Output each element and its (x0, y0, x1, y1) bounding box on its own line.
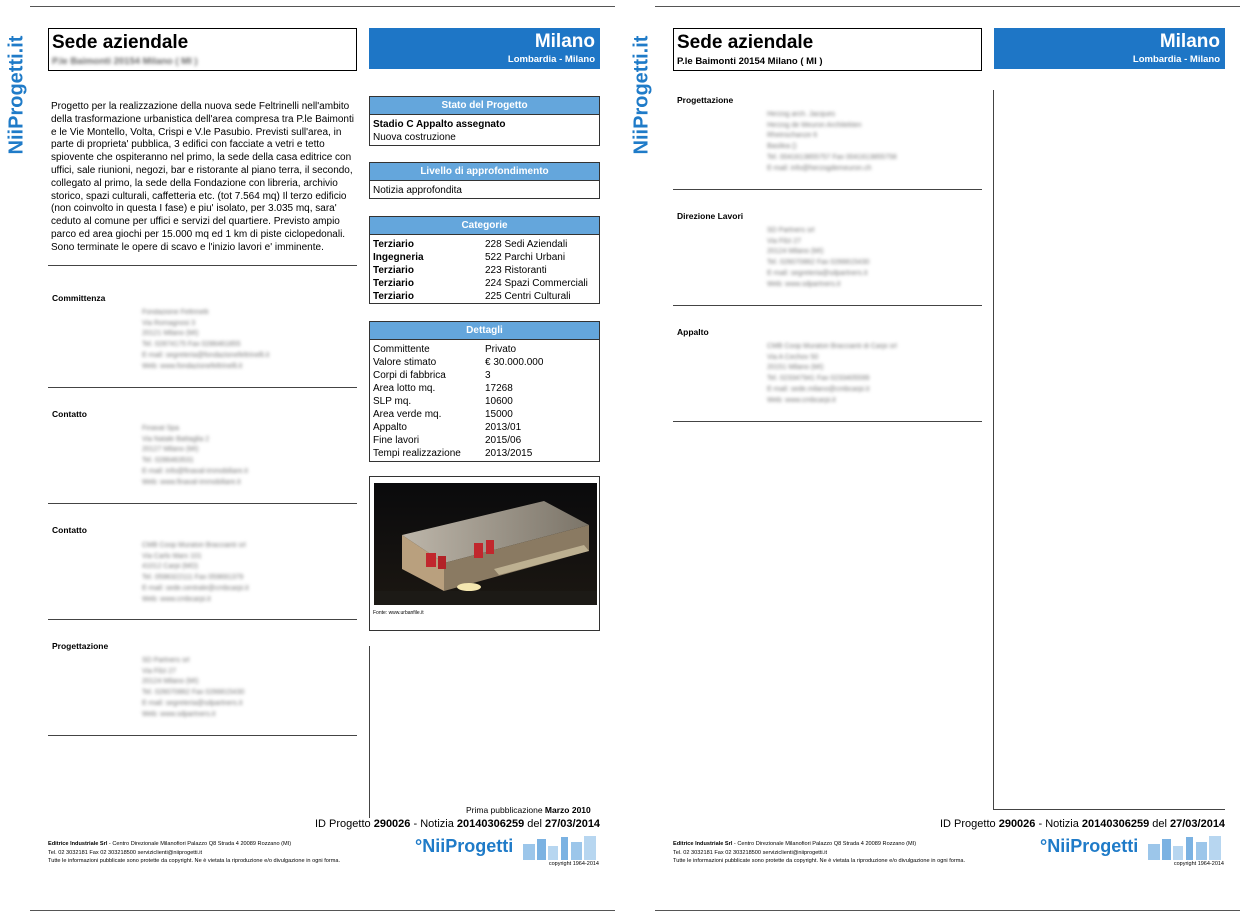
page-2 (625, 0, 1250, 912)
copyright: copyright 1964-2014 (1173, 861, 1224, 867)
divider (48, 735, 357, 736)
region: Lombardia - Milano (507, 54, 595, 65)
section-title-committenza: Committenza (52, 293, 106, 303)
contact-block: Herzog arch. Jacques Herzog de Meuron Architekten Rheinschanze 6 Basilea () Tel. 0041613855757 Fax 0041613855758 E-mail: info@herzogdemeuron.ch (767, 111, 897, 172)
contact-block: Fondazione Feltrinelli Via Romagnosi 3 20121 Milano (MI) Tel. 02874175 Fax 0286461855 E-mail: segreteria@fondazionefeltrinelli.it Web: www.fondazionefeltrinelli.it (142, 309, 270, 370)
bottom-rule (30, 910, 615, 911)
detail-row: Area lotto mq. 17268 (373, 383, 513, 394)
section-title-appalto: Appalto (677, 327, 709, 337)
divider (48, 619, 357, 620)
section-title-progettazione: Progettazione (52, 641, 109, 651)
divider (48, 503, 357, 504)
category-row: Ingegneria 522 Parchi Urbani (373, 252, 566, 263)
region: Lombardia - Milano (1132, 54, 1220, 65)
contact-block: SD Partners srl Via Filzi 27 20124 Milano (MI) Tel. 026070862 Fax 0266615430 E-mail: segreteria@sdpartners.it Web: www.sdpartners.it (142, 657, 245, 718)
contact-block: CMB Coop Muratori Braccianti di Carpi srl Via A Cechov 50 20151 Milano (MI) Tel. 023347941 Fax 0233405599 E-mail: sede.milano@cmbcarpi.it Web: www.cmbcarpi.it (767, 343, 897, 404)
city-box (994, 28, 1225, 69)
skyline-icon (523, 836, 598, 860)
stato-header: Stato del Progetto (370, 97, 599, 115)
category-row: Terziario 223 Ristoranti (373, 265, 547, 276)
column-bottom-rule (993, 809, 1225, 810)
skyline-icon (1148, 836, 1223, 860)
address: P.le Baimonti 20154 Milano ( MI ) (52, 56, 198, 67)
city-box (369, 28, 600, 69)
id-line: ID Progetto 290026 - Notizia 20140306259 del 27/03/2014 (315, 818, 601, 830)
category-row: Terziario 228 Sedi Aziendali (373, 239, 568, 250)
divider (48, 265, 357, 266)
divider (673, 421, 982, 422)
city: Milano (534, 31, 595, 52)
column-rule (993, 90, 994, 810)
livello-box (369, 162, 600, 199)
id-line: ID Progetto 290026 - Notizia 20140306259 del 27/03/2014 (940, 818, 1226, 830)
image-source: Fonte: www.urbanfile.it (373, 610, 424, 616)
footer: Editrice Industriale Srl - Centro Direzionale Milanofiori Palazzo Q8 Strada 4 20089 Rozzano (MI) Tel. 02 3032181 Fax 02 303218500 serviziclienti@niiprogetti.it Tutte le informazioni pubblicate sono protette da copyright. Ne è vietata la riproduzione e/o divulgazione in ogni forma. (48, 841, 341, 864)
brand-logo-vertical: NiiProgetti.it (630, 35, 653, 154)
category-row: Terziario 225 Centri Culturali (373, 291, 571, 302)
detail-row: Corpi di fabbrica 3 (373, 370, 491, 381)
divider (673, 305, 982, 306)
divider (673, 189, 982, 190)
contact-block: CMB Coop Muratori Braccianti srl Via Carlo Marx 101 41012 Carpi (MO) Tel. 0596322111 Fax 059691379 E-mail: sede.centrale@cmbcarpi.it Web: www.cmbcarpi.it (142, 542, 249, 603)
brand-name: °NiiProgetti (415, 836, 514, 856)
detail-row: Tempi realizzazione 2013/2015 (373, 448, 533, 459)
section-title-contatto: Contatto (52, 525, 87, 535)
stato-stage: Stadio C Appalto assegnato (373, 119, 506, 130)
address: P.le Baimonti 20154 Milano ( MI ) (677, 56, 823, 67)
title-box (673, 28, 982, 71)
contact-block: SD Partners srl Via Filzi 27 20124 Milano (MI) Tel. 026070862 Fax 0266615430 E-mail: segreteria@sdpartners.it Web: www.sdpartners.it (767, 227, 870, 288)
footer-brand (1040, 836, 1230, 866)
title-box (48, 28, 357, 71)
detail-row: SLP mq. 10600 (373, 396, 513, 407)
project-image-box (369, 476, 600, 631)
detail-row: Valore stimato € 30.000.000 (373, 357, 544, 368)
brand-name: °NiiProgetti (1040, 836, 1139, 856)
first-publication: Prima pubblicazione Marzo 2010 (466, 805, 591, 815)
footer: Editrice Industriale Srl - Centro Direzionale Milanofiori Palazzo Q8 Strada 4 20089 Rozzano (MI) Tel. 02 3032181 Fax 02 303218500 serviziclienti@niiprogetti.it Tutte le informazioni pubblicate sono protette da copyright. Ne è vietata la riproduzione e/o divulgazione in ogni forma. (673, 841, 966, 864)
section-title-direzione-lavori: Direzione Lavori (677, 211, 744, 221)
page-title: Sede aziendale (677, 32, 814, 53)
top-rule (30, 6, 615, 7)
categorie-header: Categorie (370, 217, 599, 235)
livello-header: Livello di approfondimento (370, 163, 599, 181)
detail-row: Fine lavori 2015/06 (373, 435, 522, 446)
section-title-progettazione: Progettazione (677, 95, 734, 105)
livello-value: Notizia approfondita (373, 185, 462, 196)
dettagli-header: Dettagli (370, 322, 599, 340)
detail-row: Area verde mq. 15000 (373, 409, 513, 420)
brand-logo-vertical: NiiProgetti.it (5, 35, 28, 154)
section-title-contatto: Contatto (52, 409, 87, 419)
stato-box (369, 96, 600, 146)
column-rule (369, 646, 370, 818)
detail-row: Appalto 2013/01 (373, 422, 522, 433)
top-rule (655, 6, 1240, 7)
categorie-box (369, 216, 600, 304)
bottom-rule (655, 910, 1240, 911)
city: Milano (1159, 31, 1220, 52)
detail-row: Committente Privato (373, 344, 517, 355)
stato-type: Nuova costruzione (373, 132, 456, 143)
copyright: copyright 1964-2014 (548, 861, 599, 867)
project-description: Progetto per la realizzazione della nuova sede Feltrinelli nell'ambito della trasformazione urbanistica dell'area compresa tra P.le Baimonti e le Vie Montello, Volta, Crispi e V.le Pasubio. Previsti sull'area, in parte di proprieta' pubblica, 3 edifici con facciate a vetri e tetto spiovente che ospiteranno nel primo, la sede della casa editrice con uffici, sale riunioni, negozi, bar e ristorante al piano terra, il secondo, collegato al primo, la sede della Fondazione con libreria, archivio storico, spazi culturali, caffetteria etc. (tot 7.564 mq) Il terzo edificio (non coinvolto in questa I fase) e piu' isolato, per 3.035 mq, sara' ceduto al comune per uffici e servizi del quartiere. Previsto ampio parco ed area giochi per 15.000 mq ed 1 km di piste ciclopedonali. Sono terminate le opere di scavo e l'inizio lavori e' imminente. (51, 101, 354, 253)
dettagli-box (369, 321, 600, 462)
page-1 (0, 0, 625, 912)
footer-brand (415, 836, 605, 866)
category-row: Terziario 224 Spazi Commerciali (373, 278, 588, 289)
page-title: Sede aziendale (52, 32, 189, 53)
contact-block: Finaval Spa Via Natale Battaglia 2 20127 Milano (MI) Tel. 0286463531 E-mail: info@finaval-immobiliare.it Web: www.finaval-immobiliare.it (142, 425, 248, 486)
divider (48, 387, 357, 388)
project-render-image (374, 483, 597, 605)
